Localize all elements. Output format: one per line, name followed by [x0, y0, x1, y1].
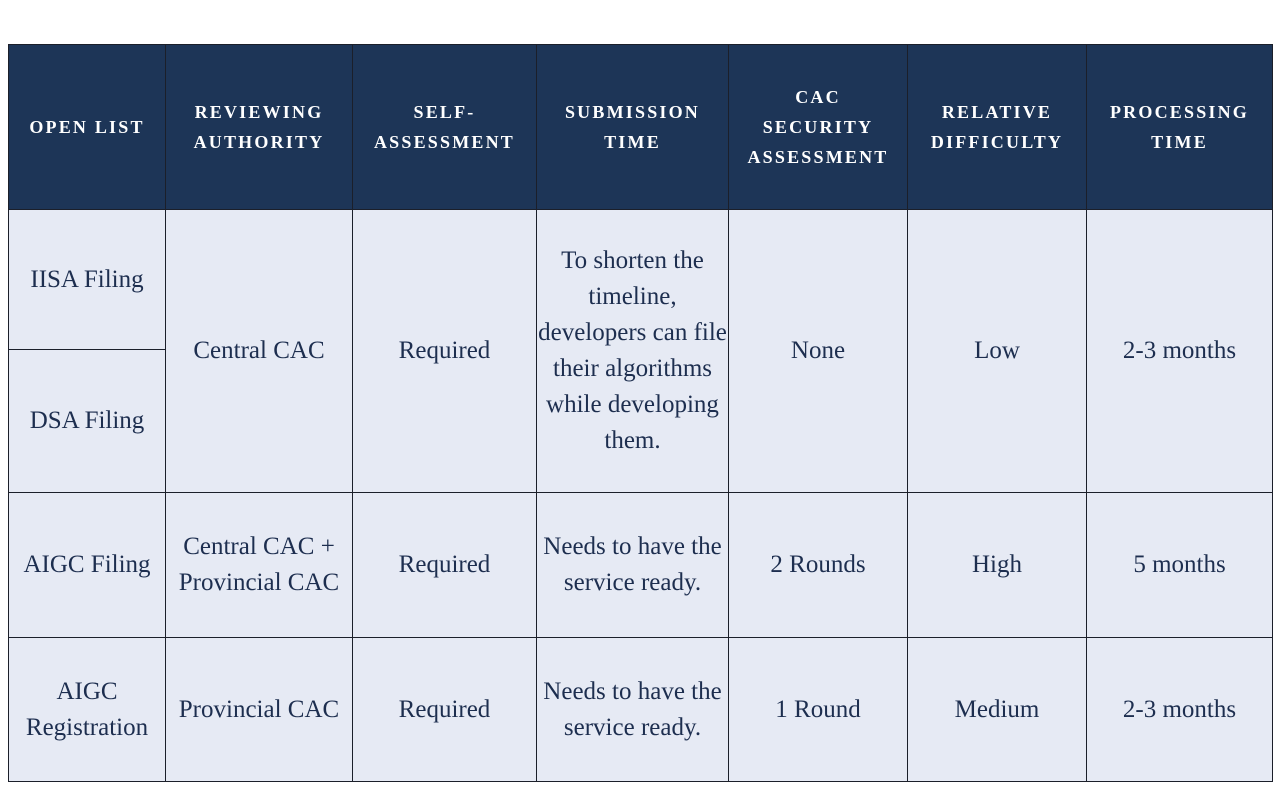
header-reviewing-authority: REVIEWING AUTHORITY	[166, 45, 353, 210]
cell-cac-security-assessment: None	[729, 210, 908, 493]
cell-reviewing-authority: Provincial CAC	[166, 638, 353, 782]
cell-open-list: DSA Filing	[9, 350, 166, 493]
cell-self-assessment: Required	[353, 638, 537, 782]
cell-cac-security-assessment: 1 Round	[729, 638, 908, 782]
table-body	[9, 210, 1273, 782]
cell-open-list: IISA Filing	[9, 210, 166, 350]
cell-relative-difficulty: Low	[908, 210, 1087, 493]
cell-processing-time: 2-3 months	[1087, 638, 1273, 782]
open-list-comparison-table	[8, 44, 1273, 782]
cell-self-assessment: Required	[353, 493, 537, 638]
table-row-iisa-filing	[9, 210, 1273, 350]
cell-self-assessment: Required	[353, 210, 537, 493]
header-processing-time: PROCESSING TIME	[1087, 45, 1273, 210]
cell-processing-time: 5 months	[1087, 493, 1273, 638]
cell-open-list: AIGC Filing	[9, 493, 166, 638]
header-relative-difficulty: RELATIVE DIFFICULTY	[908, 45, 1087, 210]
cell-cac-security-assessment: 2 Rounds	[729, 493, 908, 638]
cell-submission-time: Needs to have the service ready.	[537, 638, 729, 782]
cell-relative-difficulty: High	[908, 493, 1087, 638]
table-header	[9, 45, 1273, 210]
header-cac-security-assessment: CAC SECURITY ASSESSMENT	[729, 45, 908, 210]
cell-submission-time: To shorten the timeline, developers can file their algorithms while developing them.	[537, 210, 729, 493]
cell-reviewing-authority: Central CAC	[166, 210, 353, 493]
header-submission-time: SUBMISSION TIME	[537, 45, 729, 210]
cell-submission-time: Needs to have the service ready.	[537, 493, 729, 638]
cell-processing-time: 2-3 months	[1087, 210, 1273, 493]
header-open-list: OPEN LIST	[9, 45, 166, 210]
table-row-aigc-filing	[9, 493, 1273, 638]
header-row	[9, 45, 1273, 210]
cell-open-list: AIGC Registration	[9, 638, 166, 782]
cell-reviewing-authority: Central CAC + Provincial CAC	[166, 493, 353, 638]
header-self-assessment: SELF- ASSESSMENT	[353, 45, 537, 210]
table-row-aigc-registration	[9, 638, 1273, 782]
cell-relative-difficulty: Medium	[908, 638, 1087, 782]
